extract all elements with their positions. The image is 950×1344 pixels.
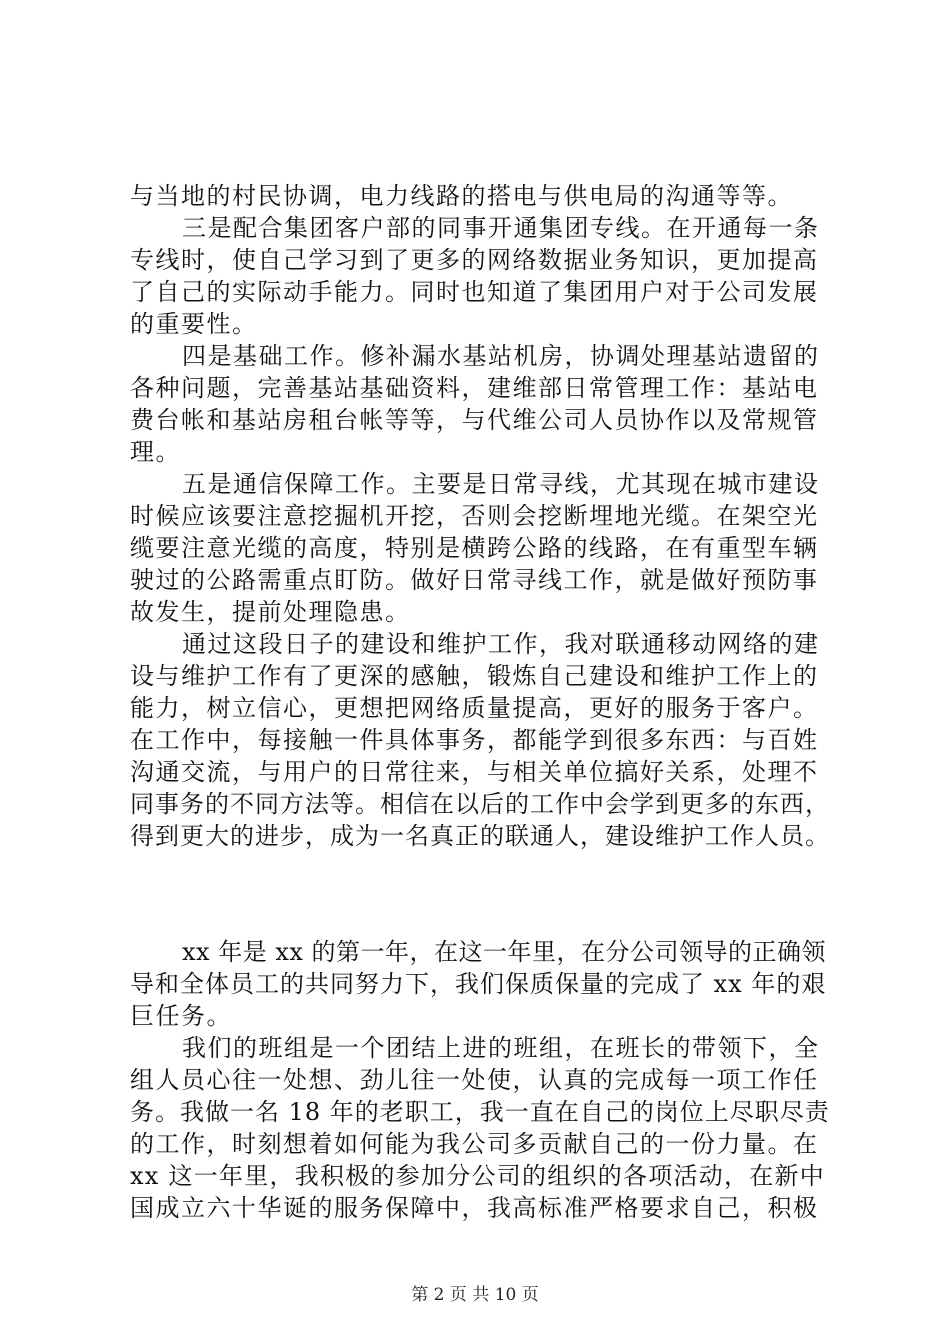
text-line: xx 这一年里，我积极的参加分公司的组织的各项活动，在新中 (130, 1162, 825, 1190)
text-line: 时候应该要注意挖掘机开挖，否则会挖断埋地光缆。在架空光 (130, 502, 819, 530)
text-line: 各种问题，完善基站基础资料，建维部日常管理工作：基站电 (130, 374, 819, 402)
text-line: 导和全体员工的共同努力下，我们保质保量的完成了 xx 年的艰 (130, 970, 827, 998)
text-line: 我们的班组是一个团结上进的班组，在班长的带领下，全 (182, 1034, 820, 1062)
text-line: 国成立六十华诞的服务保障中，我高标准严格要求自己，积极 (130, 1194, 819, 1222)
text-line: 费台帐和基站房租台帐等等，与代维公司人员协作以及常规管 (130, 406, 819, 434)
text-line: 的重要性。 (130, 310, 258, 338)
text-line: 沟通交流，与用户的日常往来，与相关单位搞好关系，处理不 (130, 758, 819, 786)
text-line: 专线时，使自己学习到了更多的网络数据业务知识，更加提高 (130, 246, 819, 274)
text-line: 与当地的村民协调，电力线路的搭电与供电局的沟通等等。 (130, 182, 793, 210)
page-number: 第 2 页 共 10 页 (411, 1285, 539, 1305)
text-line: 通过这段日子的建设和维护工作，我对联通移动网络的建 (182, 630, 820, 658)
text-line: 理。 (130, 438, 181, 466)
text-line: 了自己的实际动手能力。同时也知道了集团用户对于公司发展 (130, 278, 819, 306)
text-line: 组人员心往一处想、劲儿往一处使，认真的完成每一项工作任 (130, 1066, 819, 1094)
text-line: 设与维护工作有了更深的感触，锻炼自己建设和维护工作上的 (130, 662, 819, 690)
text-line: 五是通信保障工作。主要是日常寻线，尤其现在城市建设 (182, 470, 820, 498)
text-line: 缆要注意光缆的高度，特别是横跨公路的线路，在有重型车辆 (130, 534, 819, 562)
text-line: 的工作，时刻想着如何能为我公司多贡献自己的一份力量。在 (130, 1130, 819, 1158)
text-line: 在工作中，每接触一件具体事务，都能学到很多东西：与百姓 (130, 726, 819, 754)
text-line: 故发生，提前处理隐患。 (130, 598, 411, 626)
text-line: xx 年是 xx 的第一年，在这一年里，在分公司领导的正确领 (182, 938, 827, 966)
text-line: 三是配合集团客户部的同事开通集团专线。在开通每一条 (182, 214, 820, 242)
text-line: 务。我做一名 18 年的老职工，我一直在自己的岗位上尽职尽责 (130, 1098, 830, 1126)
text-line: 四是基础工作。修补漏水基站机房，协调处理基站遗留的 (182, 342, 820, 370)
text-line: 得到更大的进步，成为一名真正的联通人，建设维护工作人员。 (130, 822, 830, 850)
section-heading (182, 872, 830, 904)
text-line: 能力，树立信心，更想把网络质量提高，更好的服务于客户。 (130, 694, 819, 722)
text-line: 同事务的不同方法等。相信在以后的工作中会学到更多的东西， (130, 790, 830, 818)
text-line: 巨任务。 (130, 1002, 232, 1030)
text-line: 驶过的公路需重点盯防。做好日常寻线工作，就是做好预防事 (130, 566, 819, 594)
section-heading-continued (130, 904, 830, 936)
